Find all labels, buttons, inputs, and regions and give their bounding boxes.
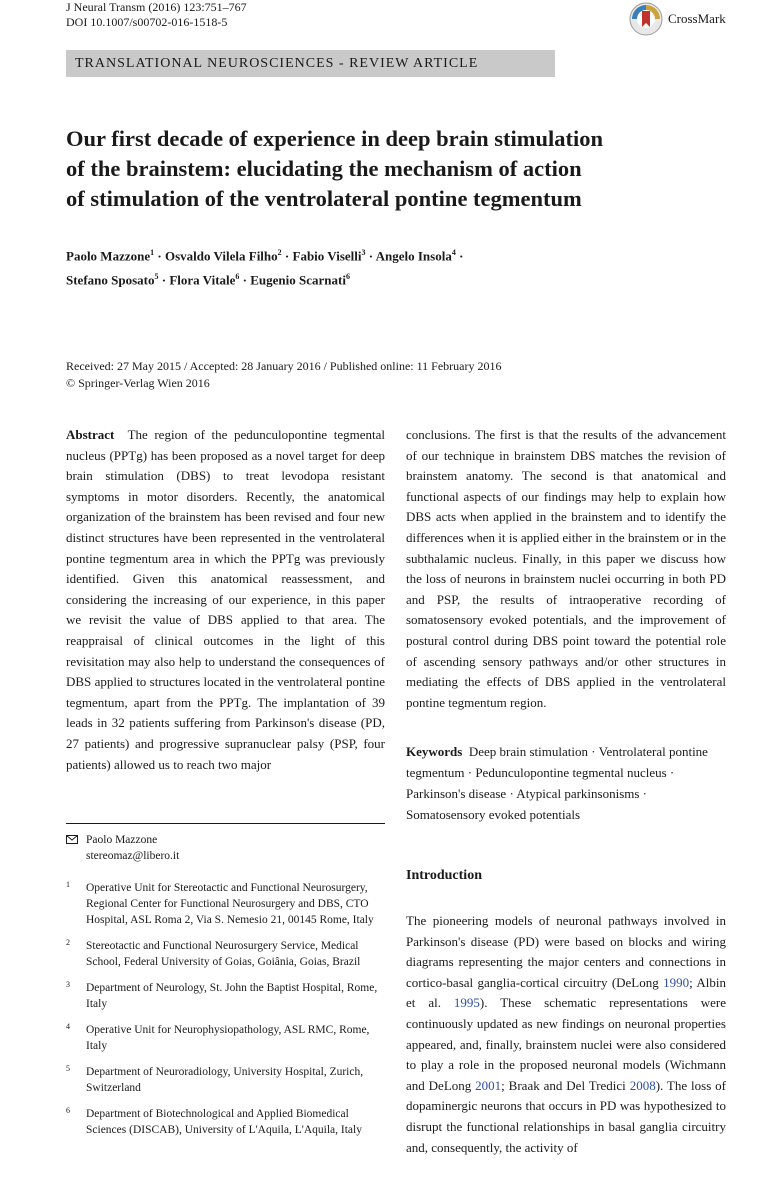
affiliation-item: 4 Operative Unit for Neurophysiopathology, ASL RMC, Rome, Italy [66,1022,370,1052]
affiliation-item: 2 Stereotactic and Functional Neurosurgery Service, Medical School, Federal University of Goias, Goiânia, Goias, Brazil [66,938,361,968]
keywords-label: Keywords [406,744,463,759]
publication-dates [66,358,666,392]
affiliation-item: 6 Department of Biotechnological and Applied Biomedical Sciences (DISCAB), University of L'Aquila, L'Aquila, Italy [66,1106,362,1136]
author-name[interactable]: Paolo Mazzone [66,248,151,264]
journal-citation [66,0,247,30]
citation-link[interactable]: 2001 [475,1077,502,1093]
contact-name: Paolo Mazzone [86,834,158,846]
affiliation-item: 1 Operative Unit for Stereotactic and Functional Neurosurgery, Regional Center for Functional Neurosurgery and DBS, CTO Hospital, ASL Roma 2, Via S. Nemesio 21, 00145 Rome, Italy [66,880,374,926]
author-name[interactable]: Angelo Insola [375,248,452,264]
citation-link[interactable]: 2008 [629,1077,656,1093]
abstract-text: The region of the pedunculopontine tegmental nucleus (PPTg) has been proposed as a novel target for deep brain stimulation (DBS) to treat levodopa resistant symptoms in motor disorders. Recently, the anatomical organization of the brainstem has been revised and four new distinct structures have been represented in the ventrolateral pontine tegmentum area in which the PPTg was previously identified. Given this anatomical reassessment, and considering the increasing of our experience, in this paper we revisit the value of DBS applied to that area. The reappraisal of clinical outcomes in the light of this revisitation may also help to understand the consequences of DBS applied to structures located in the ventrolateral pontine tegmentum, apart from the PPTg. The implantation of 39 leads in 32 patients suffering from Parkinson's disease (PD, 27 patients) and progressive supranuclear palsy (PSP, four patients) allowed us to reach two major [66,427,385,772]
introduction-text: The pioneering models of neuronal pathways involved in Parkinson's disease (PD) were based on blocks and wiring diagrams representing the major centers and connections in cortico-basal ganglia-cortical circuitry (DeLong 1990; Albin et al. 1995). These schematic representations were continuously updated as new findings on neuronal properties appeared, and, finally, brainstem nuclei were also considered to play a role in the proposed neuronal models (Wichmann and DeLong 2001; Braak and Del Tredici 2008). The loss of dopaminergic neurons that occurs in PD was hypothesized to disrupt the functional relationships in basal ganglia circuitry and, consequently, the activity of [406,913,726,1155]
affiliation-list [66,880,385,1148]
journal-doi[interactable]: DOI 10.1007/s00702-016-1518-5 [66,15,228,29]
journal-volume: J Neural Transm (2016) 123:751–767 [66,0,247,14]
contact-email[interactable]: stereomaz@libero.it [86,850,180,862]
envelope-icon [66,835,78,844]
author-name[interactable]: Osvaldo Vilela Filho [164,248,278,264]
author-name[interactable]: Eugenio Scarnati [250,272,346,288]
abstract-left-column [66,425,385,775]
copyright: © Springer-Verlag Wien 2016 [66,376,210,390]
affiliation-item: 3 Department of Neurology, St. John the Baptist Hospital, Rome, Italy [66,980,378,1010]
abstract-text-continued: conclusions. The first is that the results of the advancement of our technique in brainstem DBS matches the revision of brainstem anatomy. The second is that anatomical and functional aspects of our findings may help to explain how DBS acts when applied in the brainstem and to identify the differences when it is applied either in the brainstem or in the subthalamic nucleus. Finally, in this paper we discuss how the loss of neurons in brainstem nuclei occurring in both PD and PSP, the results of intraoperative recording of somatosensory evoked potentials, and the improvement of postural control during DBS point toward the potential role of ascending sensory pathways and/or other structures in mediating the effects of DBS applied in the ventrolateral pontine tegmentum region. [406,427,726,710]
crossmark-badge[interactable] [629,2,739,38]
crossmark-icon [629,2,663,36]
article-category-bar: TRANSLATIONAL NEUROSCIENCES - REVIEW ARTICLE [66,50,555,77]
abstract-label: Abstract [66,427,115,442]
history-dates: Received: 27 May 2015 / Accepted: 28 January 2016 / Published online: 11 February 2016 [66,359,502,373]
article-title: Our first decade of experience in deep brain stimulation of the brainstem: elucidating the mechanism of action of stimulation of the ventrolateral pontine tegmentum [66,126,604,211]
footnote-divider [66,823,385,824]
citation-link[interactable]: 1990 [663,974,690,990]
citation-link[interactable]: 1995 [453,995,480,1011]
keywords [406,741,726,825]
crossmark-label: CrossMark [668,11,726,26]
author-list: Paolo Mazzone$^1$ · Osvaldo Vilela Filho$^2$ · Fabio Viselli$^3$ · Angelo Insola$^4$ · Stefano Sposato$^5$ · Flora Vitale$^6$ · Eugenio Scarnati$^6$ [66,248,464,288]
introduction-heading: Introduction [406,868,482,883]
affiliation-item: 5 Department of Neuroradiology, University Hospital, Zurich, Switzerland [66,1064,364,1094]
author-name[interactable]: Flora Vitale [169,272,236,288]
corresponding-author [66,832,385,864]
keywords-text: Deep brain stimulation · Ventrolateral pontine tegmentum · Pedunculopontine tegmental nucleus · Parkinson's disease · Atypical parkinsonisms · Somatosensory evoked potentials [406,744,708,822]
author-name[interactable]: Fabio Viselli [292,248,362,264]
author-name[interactable]: Stefano Sposato [66,272,155,288]
abstract-right-column [406,425,726,713]
